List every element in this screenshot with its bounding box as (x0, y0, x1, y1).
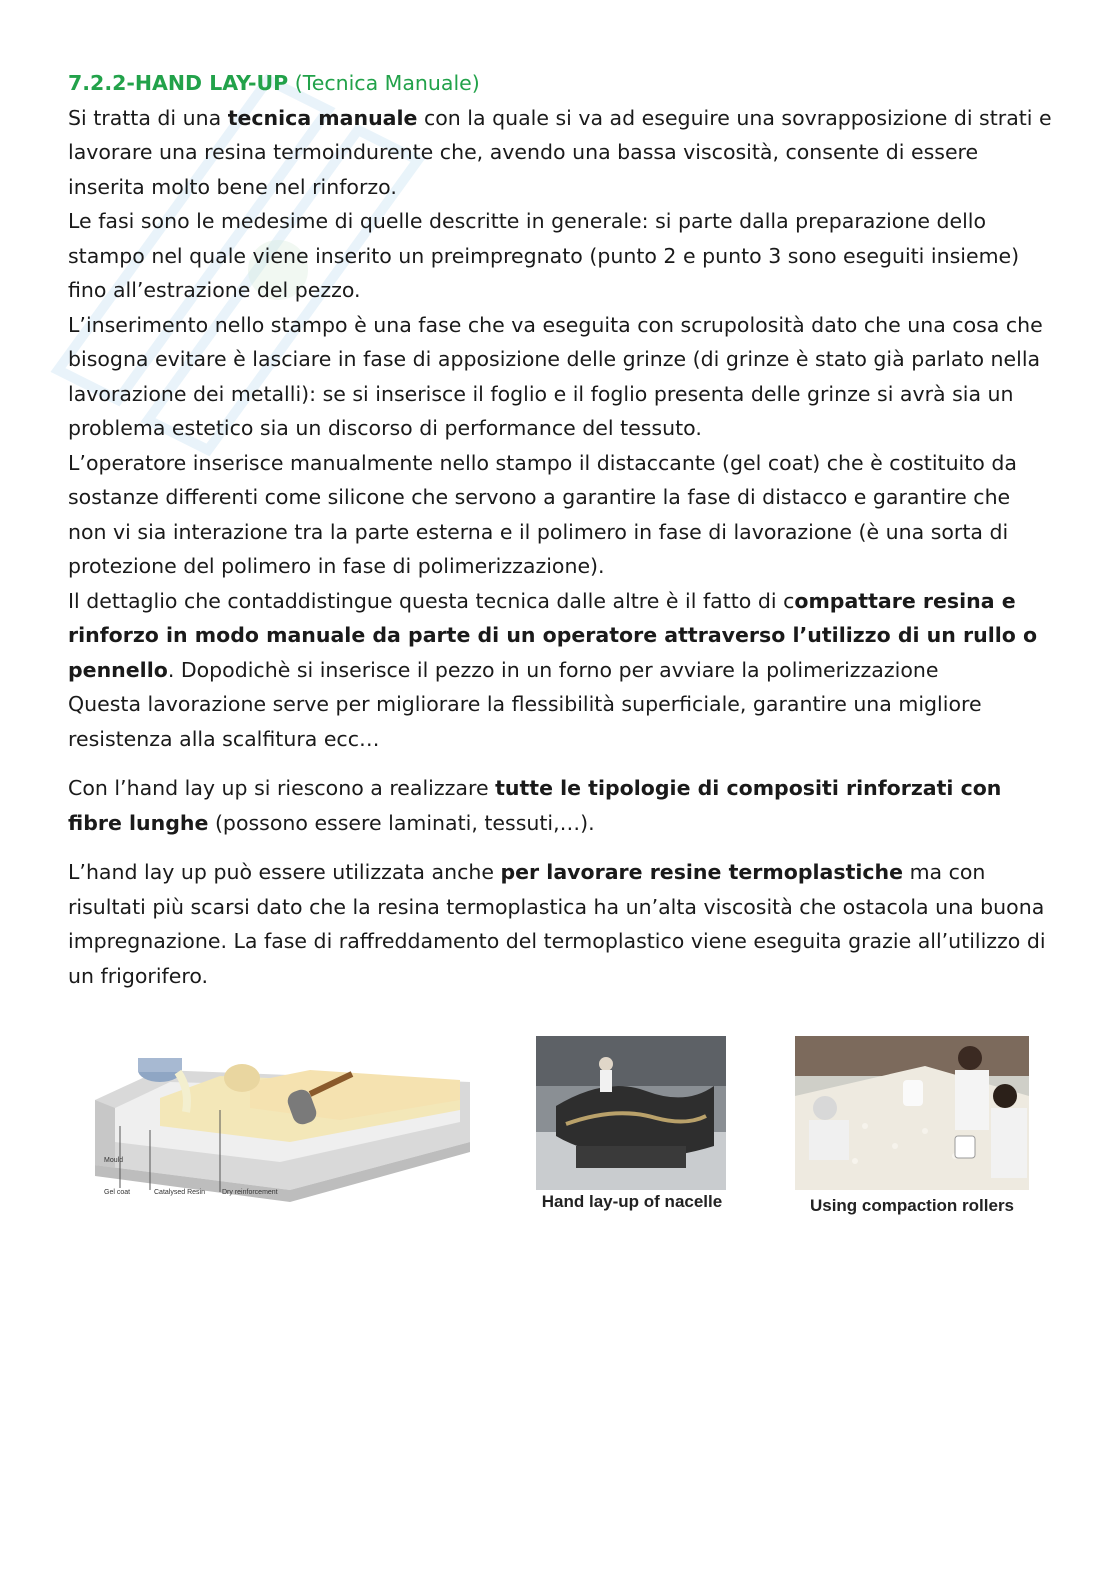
text-run: (possono essere laminati, tessuti,…). (208, 810, 595, 835)
paragraph-8 (68, 855, 1053, 993)
hand-layup-diagram (90, 1030, 475, 1210)
bold-run: tutte le tipologie di compositi rinforzati con fibre lunghe (68, 776, 1002, 835)
text-run: . Dopodichè si inserisce il pezzo in un forno per avviare la polimerizzazione (167, 657, 939, 682)
text-run: Si tratta di una (68, 105, 228, 130)
label-mould: Mould (104, 1157, 124, 1164)
label-catalysed-resin: Catalysed Resin (154, 1189, 205, 1196)
compaction-rollers-photo (795, 1036, 1029, 1190)
paragraph-5 (68, 584, 1053, 688)
nacelle-photo (536, 1036, 726, 1190)
label-dry-reinforcement: Dry reinforcement (222, 1189, 278, 1196)
text-run: ma con risultati più scarsi dato che la resina termoplastica ha un’alta viscosità che ostacola una buona impregnazione. La fase di raffreddamento del termoplastico viene eseguita grazie all’utilizzo di un frigorifero. (68, 860, 1046, 988)
photo2-caption: Using compaction rollers (809, 1196, 1015, 1215)
paragraph-6: Questa lavorazione serve per migliorare la flessibilità superficiale, garantire una migliore resistenza alla scalfitura ecc… (68, 692, 982, 751)
paragraph-7 (68, 771, 1053, 840)
text-run: con la quale si va ad eseguire una sovrapposizione di strati e lavorare una resina termoindurente che, avendo una bassa viscosità, consente di essere inserita molto bene nel rinforzo. (68, 105, 1052, 199)
photo1-caption: Hand lay-up of nacelle (541, 1192, 723, 1211)
bold-run: tecnica manuale (227, 105, 418, 130)
text-run: L’hand lay up può essere utilizzata anche (68, 860, 501, 884)
label-gel-coat: Gel coat (104, 1189, 131, 1196)
paragraph-4: L’operatore inserisce manualmente nello stampo il distaccante (gel coat) che è costituito da sostanze differenti come silicone che servono a garantire la fase di distacco e garantire che non vi sia interazione tra la parte esterna e il polimero in fase di lavorazione (è una sorta di protezione del polimero in fase di polimerizzazione). (68, 450, 1017, 578)
text-run: Il dettaglio che contaddistingue questa tecnica dalle altre è il fatto di c (68, 588, 795, 613)
section-heading (68, 66, 1053, 101)
bold-run: per lavorare resine termoplastiche (500, 860, 904, 884)
figures-row (90, 1030, 1050, 1230)
document-body (68, 66, 1053, 993)
paragraph-2: Le fasi sono le medesime di quelle descritte in generale: si parte dalla preparazione dello stampo nel quale viene inserito un preimpregnato (punto 2 e punto 3 sono eseguiti insieme) fino all’estrazione del pezzo. (68, 209, 1020, 302)
section-subtitle: (Tecnica Manuale) (288, 71, 480, 95)
bold-run: ompattare resina e rinforzo in modo manuale da parte di un operatore attraverso l’utilizzo di un rullo o pennello (68, 588, 1038, 682)
paragraph-1 (68, 101, 1053, 205)
section-number-title: 7.2.2-HAND LAY-UP (68, 71, 289, 95)
text-run: Con l’hand lay up si riescono a realizzare (68, 776, 496, 800)
paragraph-3: L’inserimento nello stampo è una fase che va eseguita con scrupolosità dato che una cosa che bisogna evitare è lasciare in fase di apposizione delle grinze (di grinze è stato già parlato nella lavorazione dei metalli): se si inserisce il foglio e il foglio presenta delle grinze si avrà sia un problema estetico sia un discorso di performance del tessuto. (68, 312, 1043, 440)
